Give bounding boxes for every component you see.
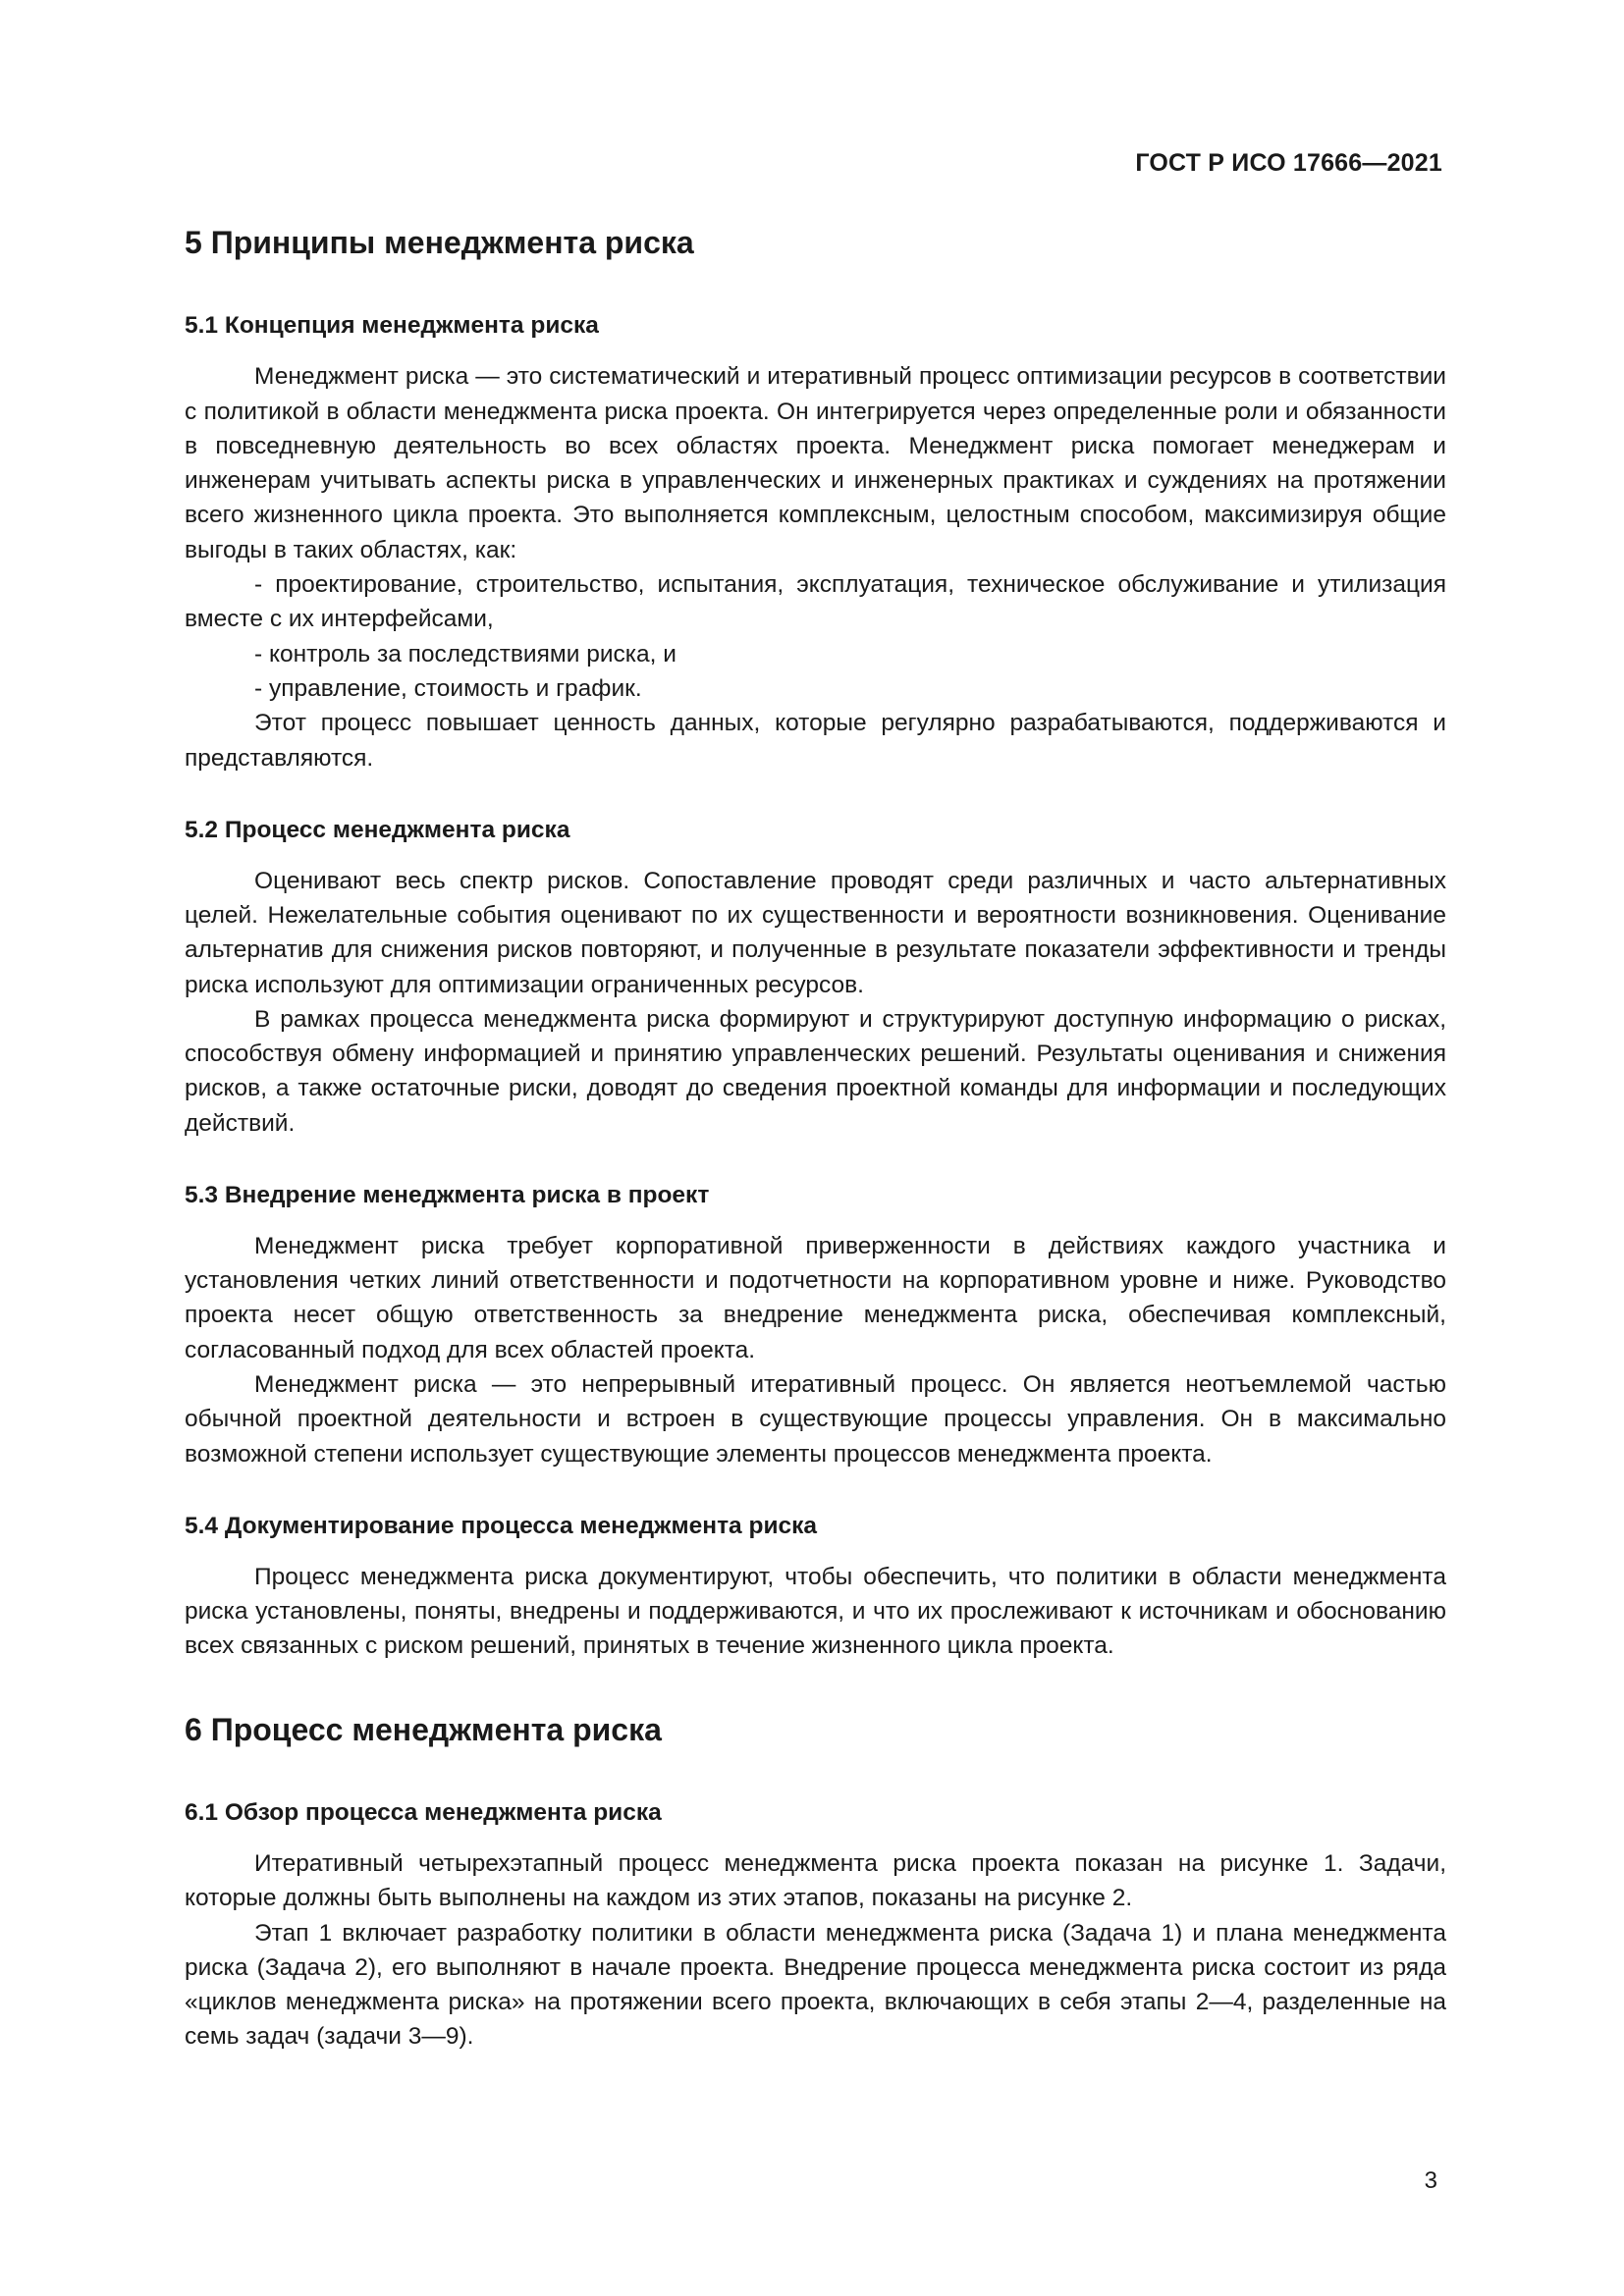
subsection-6-1-title: 6.1 Обзор процесса менеджмента риска [185,1799,662,1827]
page-number: 3 [1424,2167,1437,2194]
section-6-title: 6 Процесс менеджмента риска [185,1711,662,1747]
subsection-5-3-paragraph-2: Менеджмент риска — это непрерывный итеративный процесс. Он является неотъемлемой частью обычной проектной деятельности и встроен в существующие процессы управления. Он в максимально возможной степени использует существующие элементы процессов менеджмента проекта. [185,1371,1446,1468]
page-content [185,220,1446,2055]
subsection-5-3-paragraph-1: Менеджмент риска требует корпоративной приверженности в действиях каждого участника и установления четких линий ответственности и подотчетности на корпоративном уровне и ниже. Руководство проекта несет общую ответственность за внедрение менеджмента риска, обеспечивая комплексный, согласованный подход для всех областей проекта. [185,1232,1446,1363]
subsection-6-1-paragraph-1: Итеративный четырехэтапный процесс менеджмента риска проекта показан на рисунке 1. Задачи, которые должны быть выполнены на каждом из этих этапов, показаны на рисунке 2. [185,1849,1446,1912]
subsection-5-2-paragraph-1: Оценивают весь спектр рисков. Сопоставление проводят среди различных и часто альтернативных целей. Нежелательные события оценивают по их существенности и вероятности возникновения. Оценивание альтернатив для снижения рисков повторяют, и полученные в результате показатели эффективности и тренды риска используют для оптимизации ограниченных ресурсов. [185,867,1446,998]
subsection-5-2-paragraph-2: В рамках процесса менеджмента риска формируют и структурируют доступную информацию о рисках, способствуя обмену информацией и принятию управленческих решений. Результаты оценивания и снижения рисков, а также остаточные риски, доводят до сведения проектной команды для информации и последующих действий. [185,1005,1446,1137]
bullet-item-3: - управление, стоимость и график. [254,674,642,702]
standard-code: ГОСТ Р ИСО 17666—2021 [1135,149,1442,177]
subsection-5-4-paragraph-1: Процесс менеджмента риска документируют, чтобы обеспечить, что политики в области менеджмента риска установлены, поняты, внедрены и поддерживаются, и что их прослеживают к источникам и обоснованию всех связанных с риском решений, принятых в течение жизненного цикла проекта. [185,1563,1446,1660]
subsection-5-3-title: 5.3 Внедрение менеджмента риска в проект [185,1182,710,1209]
subsection-5-4-title: 5.4 Документирование процесса менеджмента риска [185,1512,818,1539]
section-5-title: 5 Принципы менеджмента риска [185,225,694,260]
subsection-5-1-paragraph-1: Менеджмент риска — это систематический и итеративный процесс оптимизации ресурсов в соответствии с политикой в области менеджмента риска проекта. Он интегрируется через определенные роли и обязанности в повседневную деятельность во всех областях проекта. Менеджмент риска помогает менеджерам и инженерам учитывать аспекты риска в управленческих и инженерных практиках и суждениях на протяжении всего жизненного цикла проекта. Это выполняется комплексным, целостным способом, максимизируя общие выгоды в таких областях, как: [185,363,1446,563]
subsection-5-1-title: 5.1 Концепция менеджмента риска [185,312,599,340]
subsection-5-1-paragraph-2: Этот процесс повышает ценность данных, которые регулярно разрабатываются, поддерживаются и представляются. [185,710,1446,772]
bullet-item-1: - проектирование, строительство, испытания, эксплуатация, техническое обслуживание и утилизация вместе с их интерфейсами, [185,571,1446,633]
subsection-6-1-paragraph-2: Этап 1 включает разработку политики в области менеджмента риска (Задача 1) и плана менеджмента риска (Задача 2), его выполняют в начале проекта. Внедрение процесса менеджмента риска состоит из ряда «циклов менеджмента риска» на протяжении всего проекта, включающих в себя этапы 2—4, разделенные на семь задач (задачи 3—9). [185,1919,1446,2051]
subsection-5-2-title: 5.2 Процесс менеджмента риска [185,816,570,843]
bullet-item-2: - контроль за последствиями риска, и [254,640,677,667]
